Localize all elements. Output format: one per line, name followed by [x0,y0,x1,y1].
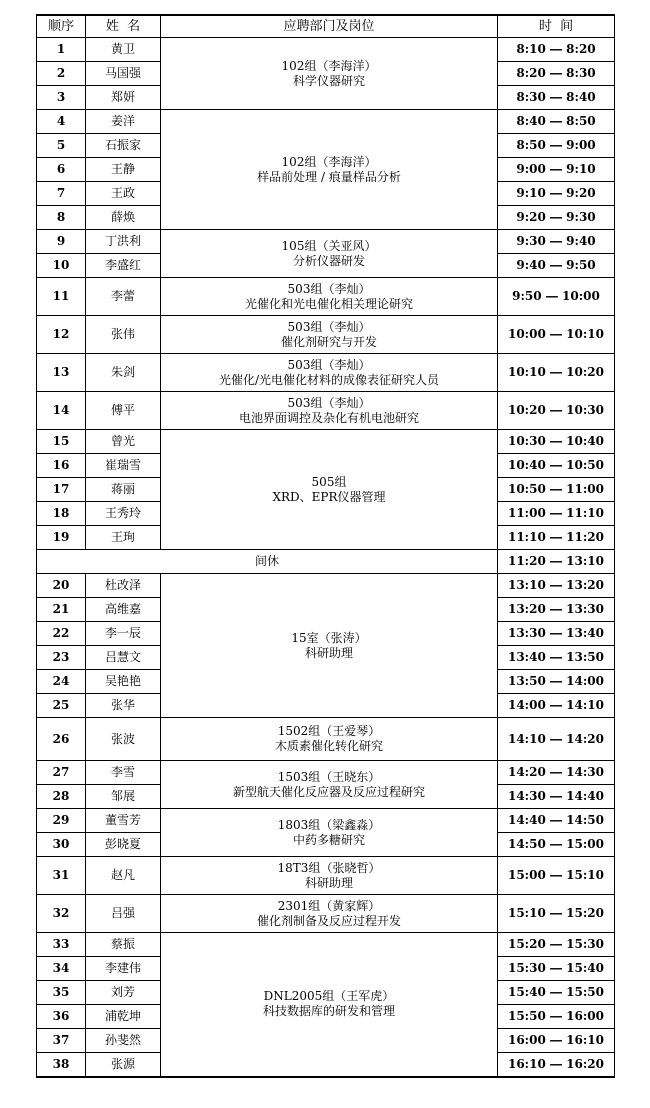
interview-time: 16:00 ― 16:10 [498,1029,615,1053]
candidate-name: 王静 [86,158,161,182]
candidate-name: 丁洪利 [86,230,161,254]
department-group: 1803组（梁鑫淼） [277,817,381,832]
candidate-name: 李一辰 [86,622,161,646]
interview-time: 10:10 ― 10:20 [498,354,615,392]
candidate-name: 张波 [86,718,161,761]
interview-time: 15:30 ― 15:40 [498,957,615,981]
candidate-name: 曾光 [86,430,161,454]
position-title: 样品前处理 / 痕量样品分析 [257,169,401,184]
order-number: 36 [37,1005,86,1029]
order-number: 30 [37,833,86,857]
interview-time: 14:00 ― 14:10 [498,694,615,718]
candidate-name: 薛焕 [86,206,161,230]
department-position [161,857,498,895]
interview-schedule-table [36,14,615,1078]
interview-time: 9:10 ― 9:20 [498,182,615,206]
order-number: 13 [37,354,86,392]
interview-time: 13:50 ― 14:00 [498,670,615,694]
header-time: 时 间 [498,15,615,38]
order-number: 20 [37,574,86,598]
schedule-row [37,278,615,316]
department-group: 18T3组（张晓哲） [277,860,381,875]
position-title: 催化剂制备及反应过程开发 [256,913,401,928]
candidate-name: 张华 [86,694,161,718]
order-number: 16 [37,454,86,478]
interview-time: 8:30 ― 8:40 [498,86,615,110]
order-number: 24 [37,670,86,694]
department-position [161,230,498,278]
candidate-name: 浦乾坤 [86,1005,161,1029]
candidate-name: 刘芳 [86,981,161,1005]
order-number: 5 [37,134,86,158]
interview-time: 13:30 ― 13:40 [498,622,615,646]
order-number: 28 [37,785,86,809]
department-group: 15室（张涛） [291,630,367,645]
candidate-name: 王政 [86,182,161,206]
interview-time: 10:50 ― 11:00 [498,478,615,502]
candidate-name: 李蕾 [86,278,161,316]
position-title: XRD、EPR仪器管理 [272,489,386,504]
schedule-row [37,933,615,957]
candidate-name: 彭晓夏 [86,833,161,857]
department-position [161,316,498,354]
schedule-row [37,574,615,598]
schedule-row [37,895,615,933]
order-number: 32 [37,895,86,933]
schedule-body [37,38,615,1077]
interview-time: 10:20 ― 10:30 [498,392,615,430]
candidate-name: 蒋丽 [86,478,161,502]
interview-time: 9:20 ― 9:30 [498,206,615,230]
order-number: 12 [37,316,86,354]
interview-time: 11:00 ― 11:10 [498,502,615,526]
candidate-name: 邹展 [86,785,161,809]
header-row [37,15,615,38]
department-position [161,933,498,1077]
interview-time: 15:50 ― 16:00 [498,1005,615,1029]
candidate-name: 朱剑 [86,354,161,392]
candidate-name: 李建伟 [86,957,161,981]
candidate-name: 董雪芳 [86,809,161,833]
interview-time: 14:50 ― 15:00 [498,833,615,857]
break-row [37,550,615,574]
interview-time: 8:20 ― 8:30 [498,62,615,86]
position-title: 电池界面调控及杂化有机电池研究 [238,410,419,425]
break-time: 11:20 ― 13:10 [498,550,615,574]
order-number: 25 [37,694,86,718]
department-group: 105组（关亚风） [281,238,377,253]
header-department: 应聘部门及岗位 [161,15,498,38]
interview-time: 16:10 ― 16:20 [498,1053,615,1077]
candidate-name: 杜改泽 [86,574,161,598]
department-group: 2301组（黄家辉） [277,898,381,913]
department-group: DNL2005组（王军虎） [263,989,395,1004]
interview-time: 15:40 ― 15:50 [498,981,615,1005]
schedule-row [37,316,615,354]
schedule-row [37,230,615,254]
header-name: 姓 名 [86,15,161,38]
schedule-row [37,430,615,454]
department-position [161,574,498,718]
schedule-row [37,354,615,392]
interview-time: 8:10 ― 8:20 [498,38,615,62]
position-title: 分析仪器研发 [292,253,365,268]
department-group: 102组（李海洋） [281,154,377,169]
schedule-row [37,718,615,761]
department-group: 102组（李海洋） [281,58,377,73]
position-title: 光催化和光电催化相关理论研究 [244,296,413,311]
department-position [161,392,498,430]
order-number: 27 [37,761,86,785]
department-position [161,278,498,316]
order-number: 29 [37,809,86,833]
interview-time: 14:10 ― 14:20 [498,718,615,761]
order-number: 35 [37,981,86,1005]
position-title: 科研助理 [304,645,353,660]
position-title: 木质素催化转化研究 [274,739,383,753]
order-number: 8 [37,206,86,230]
interview-time: 13:20 ― 13:30 [498,598,615,622]
interview-time: 11:10 ― 11:20 [498,526,615,550]
interview-time: 10:40 ― 10:50 [498,454,615,478]
department-group: 1503组（王晓东） [277,769,381,784]
interview-time: 13:40 ― 13:50 [498,646,615,670]
interview-time: 15:10 ― 15:20 [498,895,615,933]
candidate-name: 赵凡 [86,857,161,895]
candidate-name: 石振家 [86,134,161,158]
interview-time: 9:00 ― 9:10 [498,158,615,182]
department-position [161,430,498,550]
department-group: 1502组（王爱琴） [277,724,381,738]
candidate-name: 蔡振 [86,933,161,957]
position-title: 中药多糖研究 [292,832,365,847]
position-title: 光催化/光电催化材料的成像表征研究人员 [218,372,440,387]
order-number: 33 [37,933,86,957]
department-group: 503组（李灿） [287,281,371,296]
order-number: 15 [37,430,86,454]
candidate-name: 张源 [86,1053,161,1077]
order-number: 10 [37,254,86,278]
candidate-name: 郑妍 [86,86,161,110]
interview-time: 9:30 ― 9:40 [498,230,615,254]
order-number: 14 [37,392,86,430]
order-number: 26 [37,718,86,761]
order-number: 17 [37,478,86,502]
candidate-name: 高维嘉 [86,598,161,622]
interview-time: 14:30 ― 14:40 [498,785,615,809]
interview-schedule-sheet [36,14,615,1078]
order-number: 1 [37,38,86,62]
order-number: 22 [37,622,86,646]
order-number: 9 [37,230,86,254]
schedule-row [37,38,615,62]
interview-time: 15:00 ― 15:10 [498,857,615,895]
order-number: 23 [37,646,86,670]
position-title: 科研助理 [304,875,353,890]
position-title: 科技数据库的研发和管理 [262,1004,395,1019]
position-title: 催化剂研究与开发 [280,334,377,349]
position-title: 科学仪器研究 [292,73,365,88]
interview-time: 8:50 ― 9:00 [498,134,615,158]
interview-time: 10:00 ― 10:10 [498,316,615,354]
interview-time: 10:30 ― 10:40 [498,430,615,454]
interview-time: 14:20 ― 14:30 [498,761,615,785]
department-group: 505组 [311,474,347,489]
schedule-row [37,809,615,833]
order-number: 19 [37,526,86,550]
order-number: 7 [37,182,86,206]
candidate-name: 王秀玲 [86,502,161,526]
header-order: 顺序 [37,15,86,38]
department-position [161,110,498,230]
department-position [161,895,498,933]
candidate-name: 王珣 [86,526,161,550]
candidate-name: 马国强 [86,62,161,86]
department-position [161,38,498,110]
break-label: 间休 [37,550,498,574]
candidate-name: 黄卫 [86,38,161,62]
department-position [161,809,498,857]
department-group: 503组（李灿） [287,357,371,372]
interview-time: 14:40 ― 14:50 [498,809,615,833]
department-position [161,761,498,809]
interview-time: 15:20 ― 15:30 [498,933,615,957]
interview-time: 8:40 ― 8:50 [498,110,615,134]
candidate-name: 傅平 [86,392,161,430]
order-number: 11 [37,278,86,316]
order-number: 18 [37,502,86,526]
order-number: 2 [37,62,86,86]
schedule-row [37,392,615,430]
department-position [161,718,498,761]
candidate-name: 孙斐然 [86,1029,161,1053]
order-number: 6 [37,158,86,182]
candidate-name: 崔瑞雪 [86,454,161,478]
order-number: 4 [37,110,86,134]
candidate-name: 李盛红 [86,254,161,278]
candidate-name: 吕强 [86,895,161,933]
department-group: 503组（李灿） [287,395,371,410]
order-number: 37 [37,1029,86,1053]
order-number: 34 [37,957,86,981]
interview-time: 9:40 ― 9:50 [498,254,615,278]
candidate-name: 李雪 [86,761,161,785]
candidate-name: 吴艳艳 [86,670,161,694]
order-number: 38 [37,1053,86,1077]
candidate-name: 姜洋 [86,110,161,134]
interview-time: 9:50 ― 10:00 [498,278,615,316]
candidate-name: 吕慧文 [86,646,161,670]
order-number: 3 [37,86,86,110]
schedule-row [37,110,615,134]
schedule-row [37,857,615,895]
position-title: 新型航天催化反应器及反应过程研究 [232,784,425,799]
order-number: 31 [37,857,86,895]
order-number: 21 [37,598,86,622]
interview-time: 13:10 ― 13:20 [498,574,615,598]
candidate-name: 张伟 [86,316,161,354]
department-group: 503组（李灿） [287,319,371,334]
department-position [161,354,498,392]
schedule-row [37,761,615,785]
